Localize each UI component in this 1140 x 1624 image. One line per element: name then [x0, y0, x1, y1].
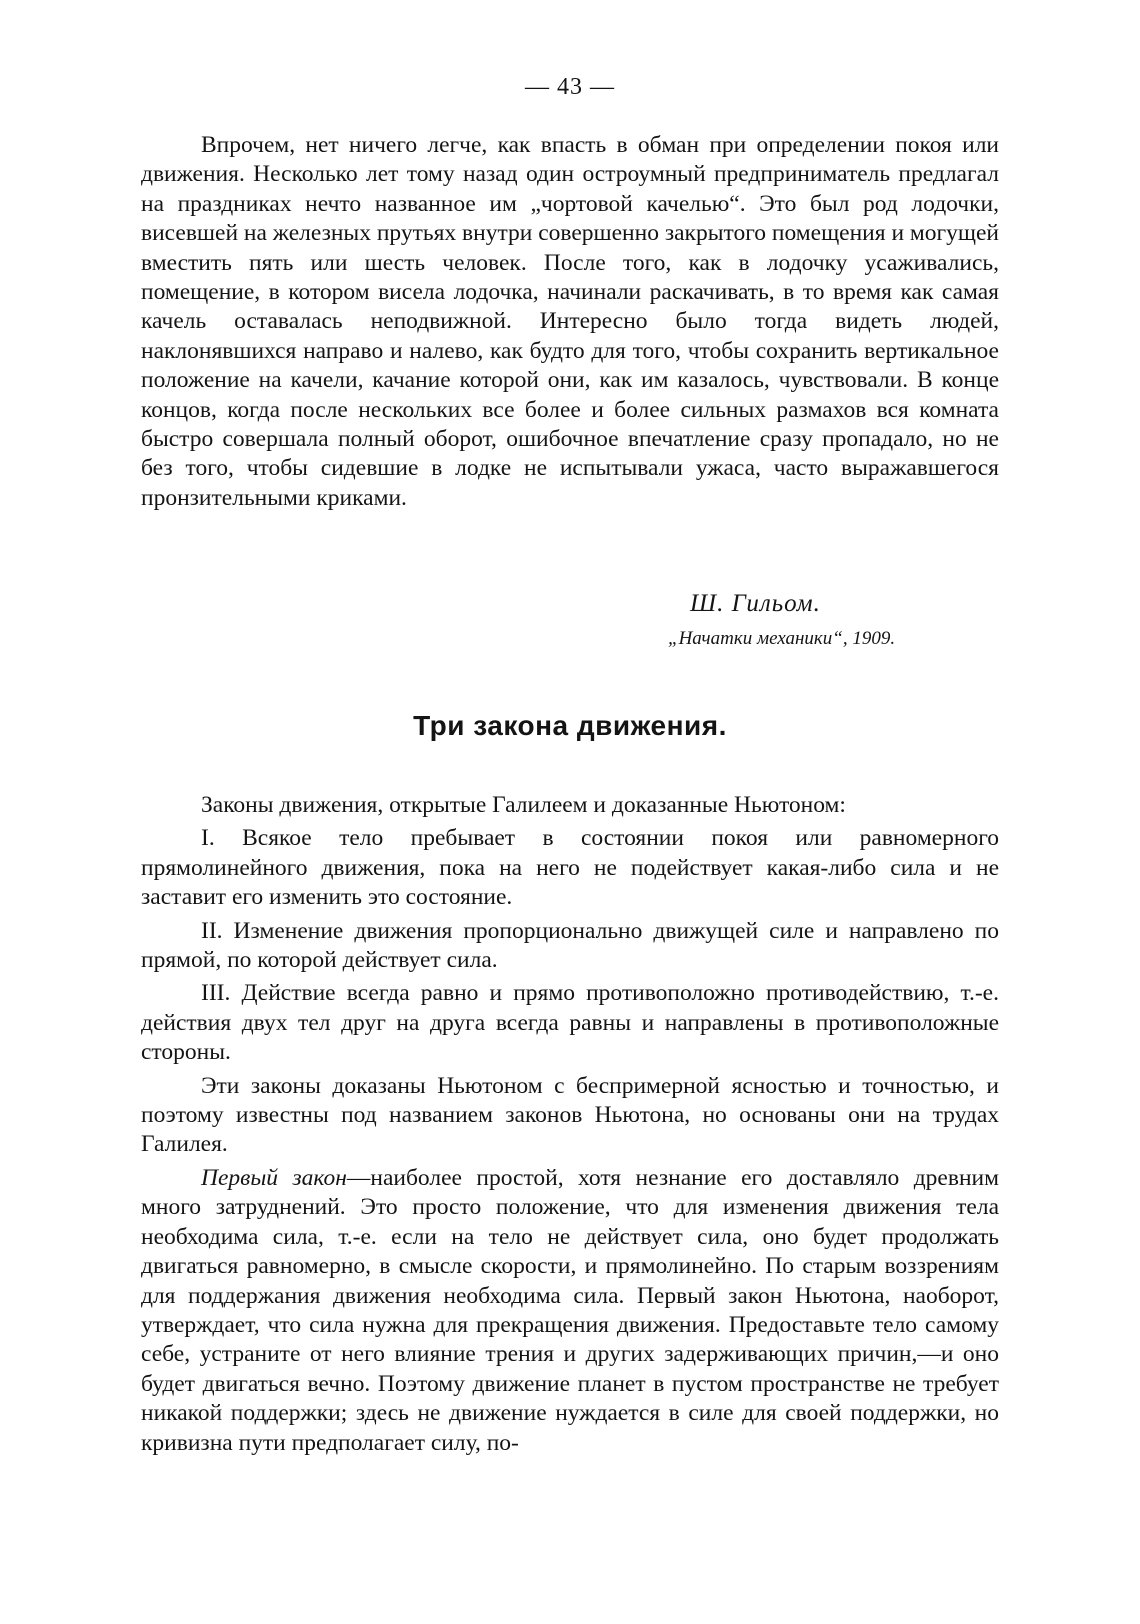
- page-number: — 43 —: [525, 74, 615, 100]
- law-3: III. Действие всегда равно и прямо противоположно противодействию, т.-е. действия двух тел друг на друга всегда равны и направлены в противоположные стороны.: [141, 980, 999, 1066]
- first-law-paragraph: [141, 1164, 999, 1458]
- section-body: [141, 791, 999, 1458]
- excerpt-paragraph: Впрочем, нет ничего легче, как впасть в обман при определении покоя или движения. Несколько лет тому назад один остроумный предприниматель предлагал на праздниках нечто названное им „чортовой качелью“. Это был род лодочки, висевшей на железных прутьях внутри совершенно закрытого помещения и могущей вместить пять или шесть человек. После того, как в лодочку усаживались, помещение, в котором висела лодочка, начинали раскачивать, в то время как самая качель оставалась неподвижной. Интересно было тогда видеть людей, наклонявшихся направо и налево, как будто для того, чтобы сохранить вертикальное положение на качели, качание которой они, как им казалось, чувствовали. В конце концов, когда после нескольких все более и более сильных размахов вся комната быстро совершала полный оборот, ошибочное впечатление сразу пропадало, но не без того, чтобы сидевшие в лодке не испытывали ужаса, часто выражавшегося пронзительными криками.: [141, 132, 1000, 511]
- law-2: II. Изменение движения пропорционально движущей силе и направлено по прямой, по которой действует сила.: [141, 917, 999, 974]
- first-law-text: —наиболее простой, хотя незнание его доставляло древним много затруднений. Это просто положение, что для изменения движения тела необходима сила, т.-е. если на тело не действует сила, оно будет продолжать двигаться равномерно, в смысле скорости, и прямолинейно. По старым воззрениям для поддержания движения необходима сила. Первый закон Ньютона, наоборот, утверждает, что сила нужна для прекращения движения. Предоставьте тело самому себе, устраните от него влияние трения и других задерживающих причин,—и оно будет двигаться вечно. Поэтому движение планет в пустом пространстве не требует никакой поддержки; здесь не движение нуждается в силе для своей поддержки, но кривизна пути предполагает силу, по-: [141, 1164, 999, 1456]
- excerpt-block: [141, 131, 999, 513]
- excerpt-author: Ш. Гильом.: [690, 590, 821, 617]
- section-conclusion: Эти законы доказаны Ньютоном с беспримерной ясностью и точностью, и поэтому известны под названием законов Ньютона, но основаны они на трудах Галилея.: [141, 1072, 999, 1158]
- excerpt-source: „Начатки механики“, 1909.: [668, 628, 896, 649]
- law-1: I. Всякое тело пребывает в состоянии покоя или равномерного прямолинейного движения, пока на него не подействует какая-либо сила и не заставит его изменить это состояние.: [141, 825, 999, 911]
- section-intro: Законы движения, открытые Галилеем и доказанные Ньютоном:: [201, 792, 846, 818]
- first-law-term: Первый закон: [201, 1164, 347, 1191]
- section-title: Три закона движения.: [413, 710, 727, 741]
